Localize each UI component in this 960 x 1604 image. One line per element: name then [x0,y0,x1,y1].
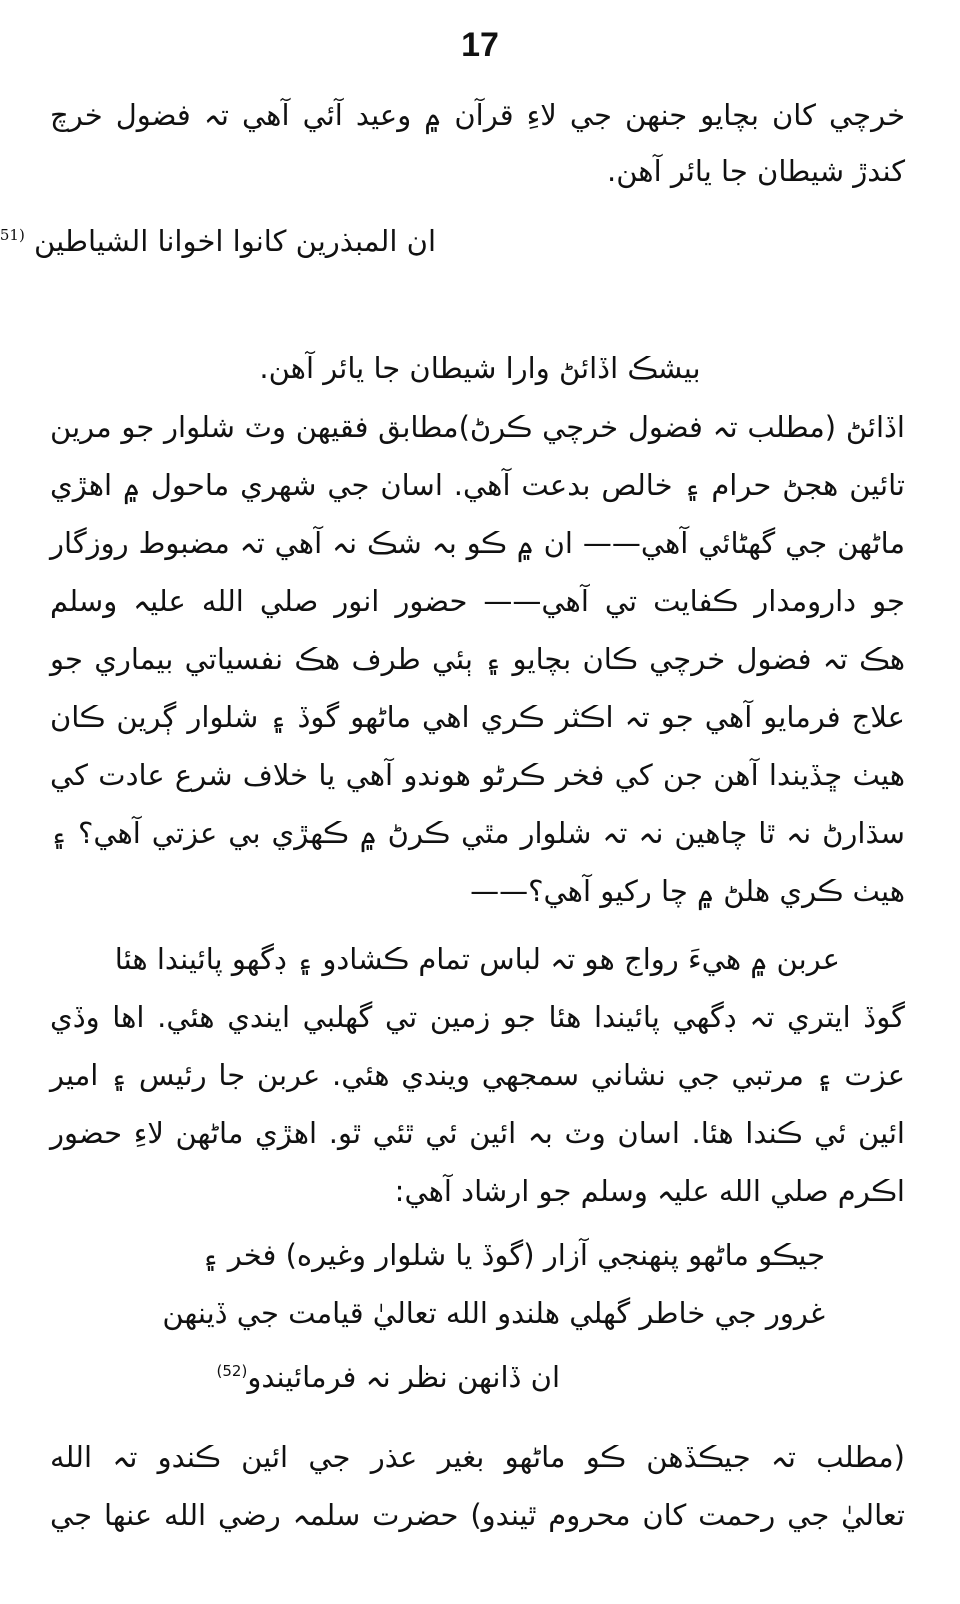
hadith-line: غرور جي خاطر گهلي هلندو الله تعاليٰ قيامت جي ڏينهن [162,1296,825,1330]
text-line: تائين هجڻ حرام ۽ خالص بدعت آهي. اسان جي شهري ماحول ۾ اهڙي [50,468,905,502]
text-line: گوڏ ايتري تہ ڊگهي پائيندا هئا جو زمين تي گهلبي ايندي هئي. اها وڏي [50,1000,905,1034]
text-line: خرچي کان بچايو جنهن جي لاءِ قرآن ۾ وعيد آئي آهي تہ فضول خرچ [50,98,905,132]
hadith-line: ان ڏانهن نظر نہ فرمائيندو$^{(52)}$ [216,1359,560,1394]
text-line: تعاليٰ جي رحمت کان محروم ٿيندو) حضرت سلمہ رضي الله عنها جي [50,1498,905,1532]
verse-translation: بيشڪ اڏائڻ وارا شيطان جا يائر آهن. [259,351,701,385]
footnote-ref: (52) [216,1362,248,1380]
text-line: هڪ تہ فضول خرچي ڪان بچايو ۽ ٻئي طرف هڪ نفسياتي بيماري جو [50,642,905,676]
text-line: عزت ۽ مرتبي جي نشاني سمجهي ويندي هئي. عربن جا رئيس ۽ امير [50,1058,905,1092]
text-line: علاج فرمايو آهي جو تہ اڪثر ڪري اهي ماڻهو گوڏ ۽ شلوار ڳرين ڪان [50,700,905,734]
text-line: اڪرم صلي الله عليہ وسلم جو ارشاد آهي: [394,1174,905,1208]
text-line: عربن ۾ هيءَ رواج هو تہ لباس تمام ڪشادو ۽ ڊگهو پائيندا هئا [114,942,840,976]
text-line: کندڙ شيطان جا يائر آهن. [606,154,905,188]
text-line: ائين ئي ڪندا هئا. اسان وٽ بہ ائين ئي ٿئي ٿو. اهڙي ماڻهن لاءِ حضور [50,1116,905,1150]
text-line: ماڻهن جي گهڻائي آهي—— ان ۾ ڪو بہ شڪ نہ آهي تہ مضبوط روزگار [50,526,905,560]
text-line: هيٺ ڪري هلڻ ۾ چا رکيو آهي؟—— [470,874,905,908]
text-line: جو دارومدار ڪفايت تي آهي—— حضور انور صلي الله عليہ وسلم [50,584,905,618]
text-line: اڏائڻ (مطلب تہ فضول خرچي ڪرڻ)مطابق فقيهن وٽ شلوار جو مرين [50,410,905,444]
footnote-ref: (51 [0,226,25,244]
hadith-line: جيڪو ماڻهو پنهنجي آزار (گوڏ يا شلوار وغيره) فخر ۽ [201,1238,825,1272]
page-number: 17 [461,26,499,64]
text-line: سڌارڻ نہ ٿا چاهين نہ تہ شلوار مٿي ڪرڻ ۾ ڪهڙي بي عزتي آهي؟ ۽ [50,816,905,850]
text-line: هيٺ ڇڏيندا آهن جن کي فخر ڪرڻو هوندو آهي يا خلاف شرع عادت کي [50,758,905,792]
text-line: (مطلب تہ جيڪڏهن ڪو ماڻهو بغير عذر جي ائين ڪندو تہ الله [50,1440,905,1474]
quran-verse: ان المبذرين كانوا اخوانا الشياطين $^{(51}$ [0,212,960,258]
